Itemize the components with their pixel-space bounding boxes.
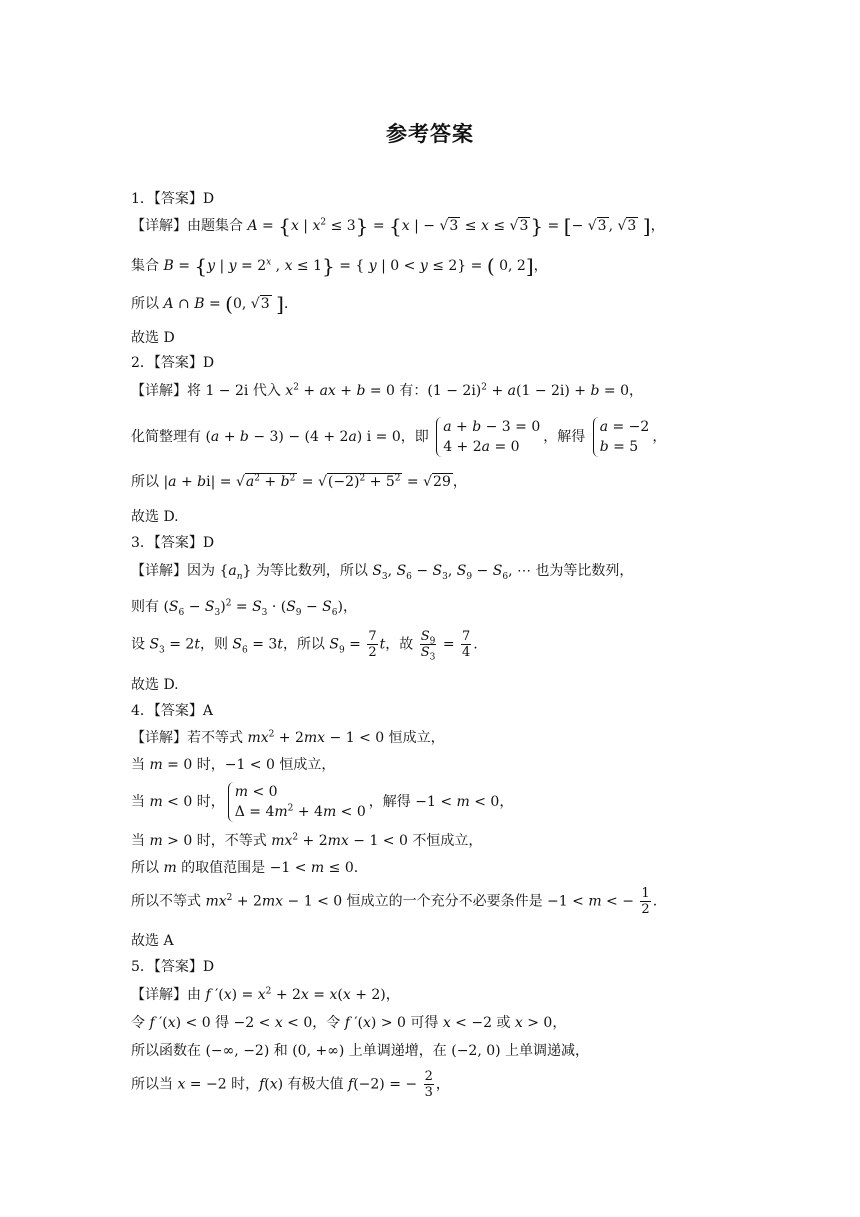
q5-answer: 5．【答案】D [131,959,215,975]
q3-answer: 3．【答案】D [131,535,215,551]
q2-answer: 2．【答案】D [131,355,215,371]
q4-explain-line6: 所以不等式 $mx^2 + 2mx - 1 < 0$ 恒成立的一个充分不必要条件是 −1 < m < − $\frac{1}{2}$ . [131,886,658,917]
q1-explain-line3: 所以 A ∩ B = (0, √3 ]. [131,292,289,316]
q4-explain-line4: 当 m > 0 时，不等式 $mx^2 + 2mx - 1 < 0$ 不恒成立， [131,832,483,849]
q1-answer: 1．【答案】D [131,191,215,207]
q1-explain-line1: 【详解】由题集合 A = {x | $x^2 \le 3\} = \{x$ | − √3 ≤ x ≤ √3 } = [− √3 , √3 ]， [131,214,665,238]
q4-explain-line2: 当 m = 0 时，−1 < 0 恒成立， [131,757,336,773]
q3-explain-line3: 设 $S_3 = 2t$，则 $S_6 = 3t$，所以 $S_9$ = $\frac{7}{2}$ t，故 $\frac{S_9}{S_3}$ = $\frac{7}{4}$ . [131,629,478,663]
q2-conclusion: 故选 D. [131,509,179,525]
q2-explain-line3: 所以 $|a + bi| = √a^2 + b^2 = √(-2)^2 + 5^2 = √29$ ， [131,473,467,490]
q3-conclusion: 故选 D. [131,677,179,693]
q1-conclusion: 故选 D [131,330,175,346]
q4-answer: 4．【答案】A [131,703,214,719]
q4-conclusion: 故选 A [131,933,174,949]
q2-explain-line1: 【详解】将 1 − 2i 代入 $x^2$ + ax + b = 0 有：$(1 - 2i)^2 + a(1 - 2i) + b = 0$， [131,382,643,399]
page-title: 参考答案 [386,122,474,146]
q5-explain-line3: 所以函数在 (−∞, −2) 和 (0, +∞) 上单调递增，在 (−2, 0) 上单调递减， [131,1043,590,1059]
q5-explain-line2: 令 f ′(x) < 0 得 −2 < x < 0，令 f ′(x) > 0 可得 x < −2 或 x > 0， [131,1015,567,1031]
q4-explain-line1: 【详解】若不等式 $mx^2 + 2mx - 1 < 0$ 恒成立， [131,729,445,746]
q3-explain-line2: 则有 $(S_6 - S_3)^2 = S_3 \cdot (S_9 - S_6)$， [131,598,357,618]
q4-explain-line3: 当 m < 0 时， m < 0 $\Delta = 4m^2 + 4m < 0$ ，解得 −1 < m < 0， [131,784,514,820]
q2-explain-line2: 化简整理有 (a + b − 3) − (4 + 2a) i = 0，即 a + b − 3 = 0 4 + 2a = 0 ，解得 a = −2 b = 5 ， [131,419,667,455]
q5-explain-line4: 所以当 x = −2 时，f(x) 有极大值 f(−2) = − $\frac{2}{3}$ ， [131,1069,450,1100]
q4-explain-line5: 所以 m 的取值范围是 −1 < m ≤ 0. [131,860,359,876]
q5-explain-line1: 【详解】由 f $'(x) = x^2 + 2x = x(x + 2)$， [131,986,400,1003]
q3-explain-line1: 【详解】因为 $\{a_n\}$ 为等比数列，所以 $S_3$, $S_6 - S_3$, $S_9 - S_6$, ⋯ 也为等比数列， [131,563,634,582]
q1-explain-line2: 集合 B = {y | $y = 2^x$ , x ≤ 1} = { y | 0 < y ≤ 2} = ( 0, 2]， [131,254,548,278]
